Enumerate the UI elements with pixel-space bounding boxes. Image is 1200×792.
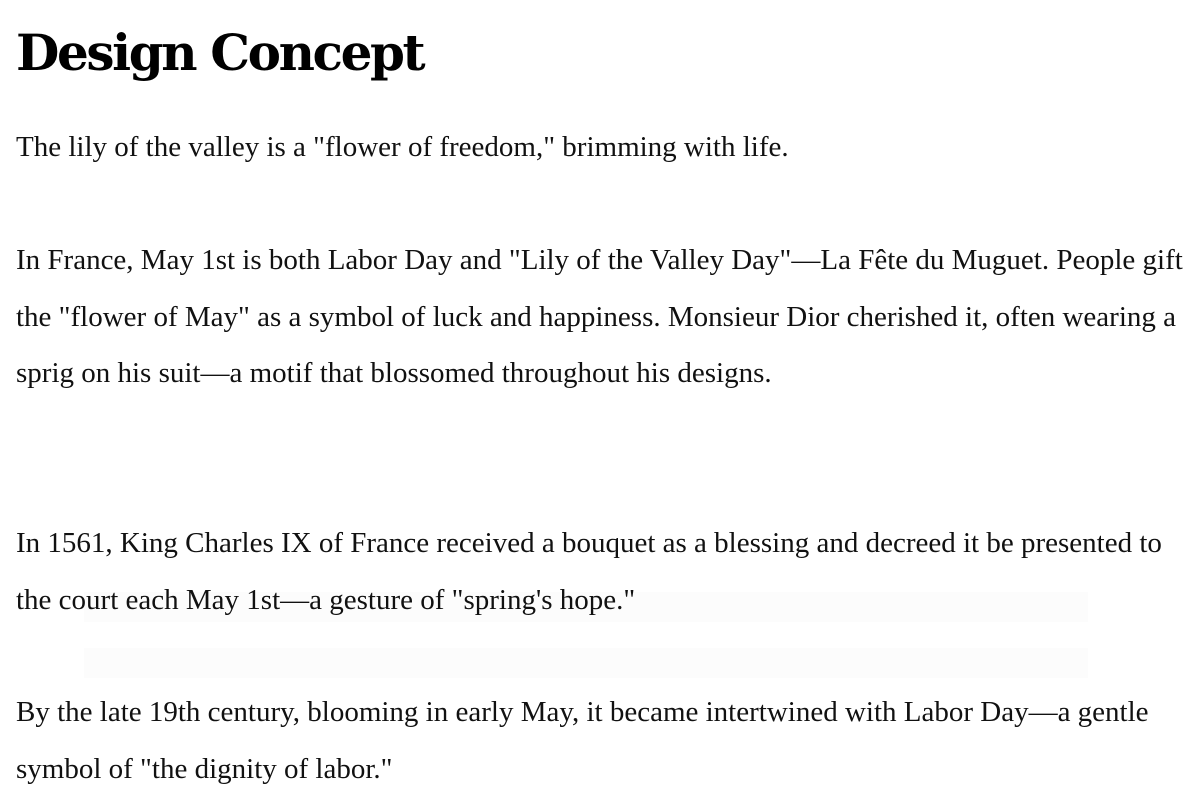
paragraph-labor-day: By the late 19th century, blooming in early May, it became intertwined with Labor Day—a gentle symbol of "the dignity of labor." [16,696,1149,785]
paragraph-france: In France, May 1st is both Labor Day and "Lily of the Valley Day"—La Fête du Muguet. People gift the "flower of May" as a symbol of luck and happiness. Monsieur Dior cherished it, often wearing a sprig on his suit—a motif that blossomed throughout his designs. [16,244,1183,389]
paragraph-intro: The lily of the valley is a "flower of freedom," brimming with life. [16,131,789,163]
background-band [84,648,1088,678]
paragraph-history: In 1561, King Charles IX of France received a bouquet as a blessing and decreed it be presented to the court each May 1st—a gesture of "spring's hope." [16,527,1162,616]
page-title: Design Concept [16,23,424,82]
